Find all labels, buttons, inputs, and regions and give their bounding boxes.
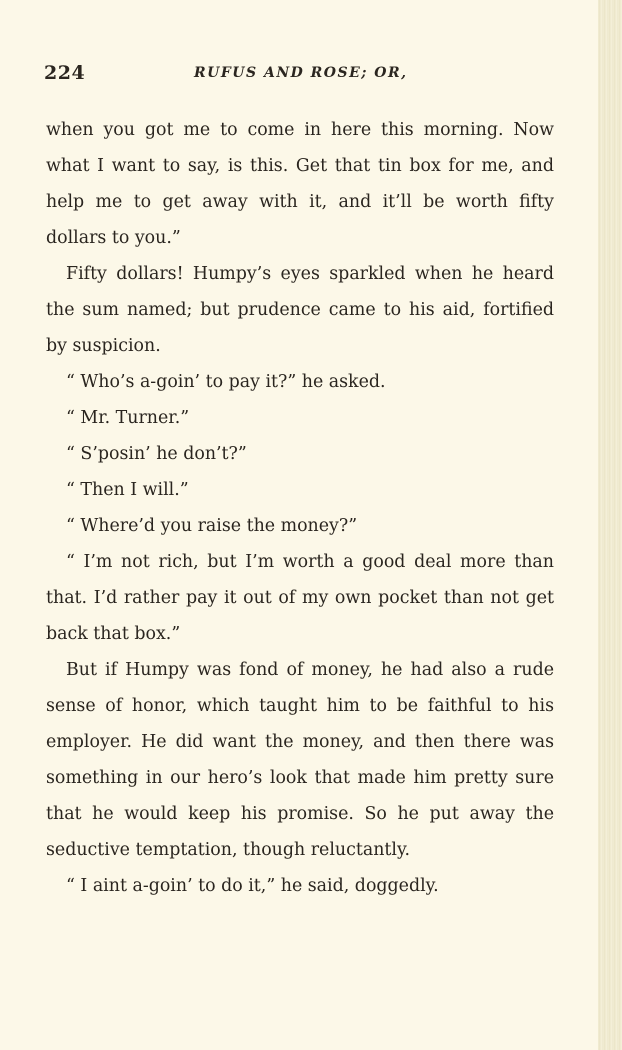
page-edge xyxy=(598,0,622,1050)
paragraph: “ Who’s a-goin’ to pay it?” he asked. xyxy=(66,372,386,392)
paragraph: “ Mr. Turner.” xyxy=(66,408,190,428)
paragraph: Fifty dollars! Humpy’s eyes sparkled when he heard the sum named; but prudence came to his aid, fortified by suspicion. xyxy=(46,264,554,356)
page-header xyxy=(44,62,554,92)
paragraph: when you got me to come in here this morning. Now what I want to say, is this. Get that tin box for me, and help me to get away with it, and it’ll be worth fifty dollars to you.” xyxy=(46,120,554,248)
paragraph: “ S’posin’ he don’t?” xyxy=(66,444,247,464)
paragraph: “ I’m not rich, but I’m worth a good deal more than that. I’d rather pay it out of my own pocket than not get back that box.” xyxy=(46,552,554,644)
paragraph: “ Where’d you raise the money?” xyxy=(66,516,358,536)
paragraph: But if Humpy was fond of money, he had also a rude sense of honor, which taught him to be faithful to his employer. He did want the money, and then there was something in our hero’s look that made him pretty sure that he would keep his promise. So he put away the seductive temptation, though reluctantly. xyxy=(46,660,554,860)
body-text xyxy=(46,112,554,904)
page-number: 224 xyxy=(44,62,86,84)
paragraph: “ Then I will.” xyxy=(66,480,189,500)
running-title: RUFUS AND ROSE; OR, xyxy=(194,65,408,81)
paragraph: “ I aint a-goin’ to do it,” he said, doggedly. xyxy=(66,876,439,896)
